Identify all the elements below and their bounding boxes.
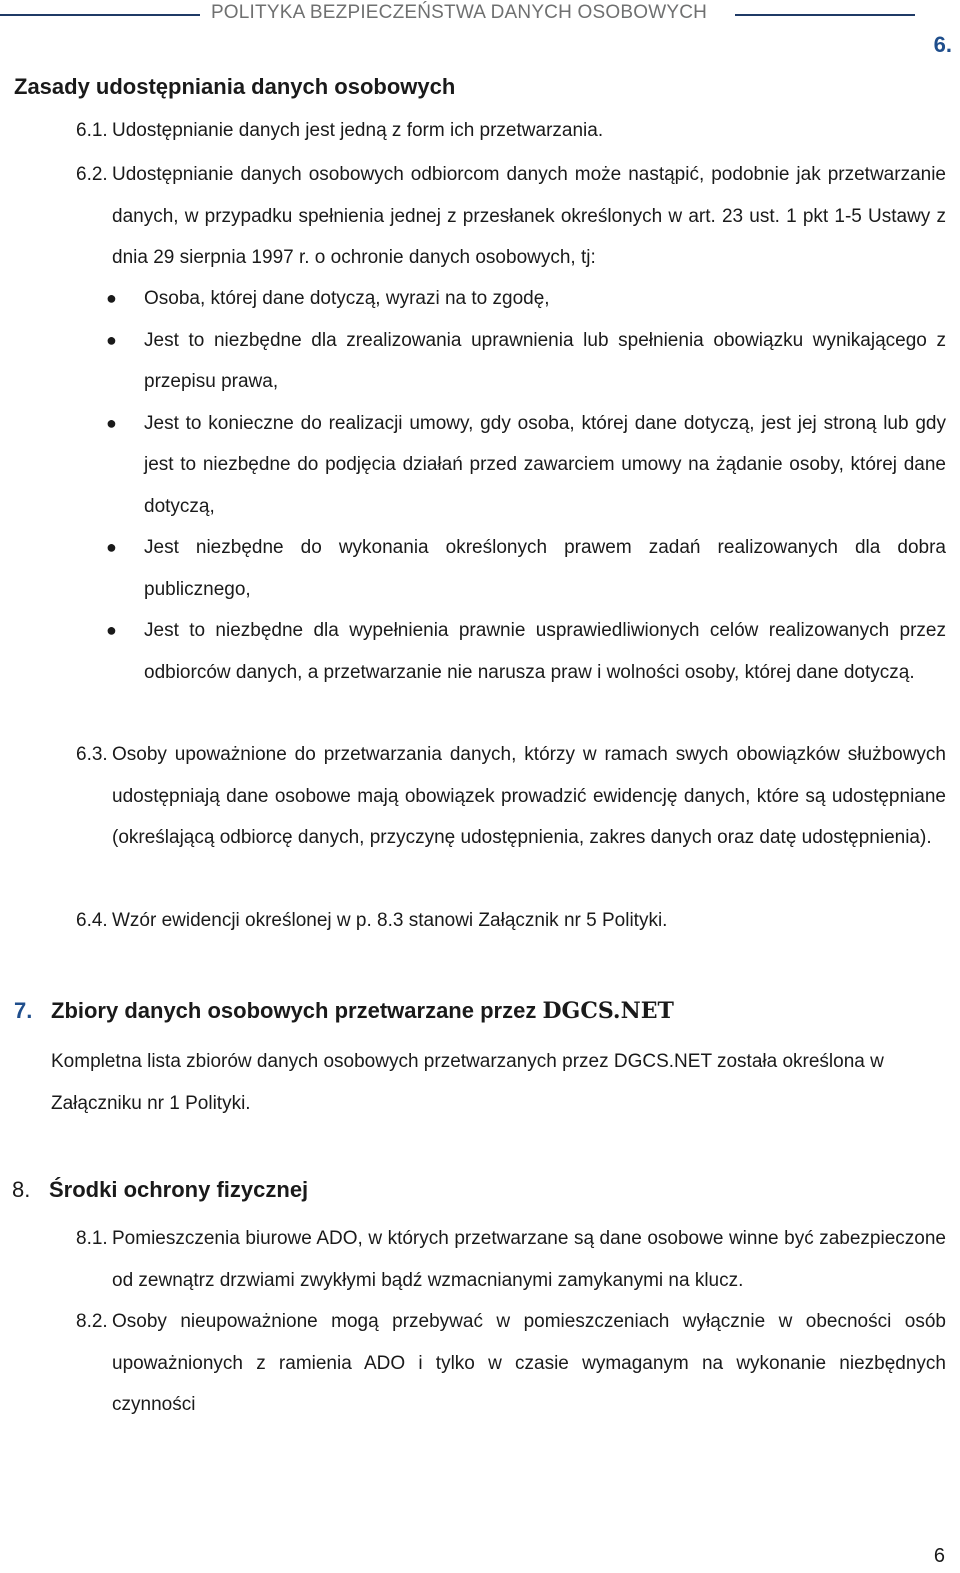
clause-text: Osoby nieupoważnione mogą przebywać w pomieszczeniach wyłącznie w obecności osób upoważnionych z ramienia ADO i tylko w czasie wymaganym na wykonanie niezbędnych czynności [112,1311,946,1415]
clause-6-3 [76,734,946,859]
clause-text: Osoby upoważnione do przetwarzania danych, którzy w ramach swych obowiązków służbowych udostępniają dane osobowe mają obowiązek prowadzić ewidencję danych, które są udostępniane (określającą odbiorcę danych, przyczynę udostępnienia, zakres danych oraz datę udostępnienia). [112,744,946,848]
clause-6-1 [76,110,946,152]
clause-number: 8.1. [76,1228,108,1249]
bullet-icon: ● [106,537,117,557]
chapter-number: 6. [933,32,952,57]
clause-number: 6.1. [76,120,108,141]
bullet-icon: ● [106,412,117,433]
section-number: 8. [12,1177,31,1202]
clause-text: Wzór ewidencji określonej w p. 8.3 stanowi Załącznik nr 5 Polityki. [112,910,668,931]
list-item [106,527,946,610]
section-7-title [14,998,674,1024]
clause-text: Udostępnianie danych osobowych odbiorcom danych może nastąpić, podobnie jak przetwarzanie danych, w przypadku spełnienia jednej z przesłanek określonych w art. 23 ust. 1 pkt 1-5 Ustawy z dnia 29 sierpnia 1997 r. o ochronie danych osobowych, tj: [112,164,946,268]
section-number: 7. [14,998,33,1023]
section-7-paragraph: Kompletna lista zbiorów danych osobowych przetwarzanych przez DGCS.NET została określona w Załączniku nr 1 Polityki. [51,1051,884,1114]
list-item-text: Osoba, której dane dotyczą, wyrazi na to zgodę, [144,288,550,309]
clause-6-4 [76,900,946,942]
clause-number: 6.3. [76,744,108,765]
list-item [106,403,946,528]
clause-8-2 [76,1301,946,1426]
clause-number: 8.2. [76,1311,108,1332]
list-item-text: Jest to konieczne do realizacji umowy, gdy osoba, której dane dotyczą, jest jej stroną lub gdy jest to niezbędne do podjęcia działań przed zawarciem umowy na żądanie osoby, której dane dotyczą, [144,412,946,517]
list-item-text: Jest to niezbędne dla zrealizowania uprawnienia lub spełnienia obowiązku wynikającego z przepisu prawa, [144,329,946,392]
list-item [106,320,946,403]
list-item-text: Jest to niezbędne dla wypełnienia prawnie usprawiedliwionych celów realizowanych przez odbiorców danych, a przetwarzanie nie narusza praw i wolności osoby, której dane dotyczą. [144,620,946,683]
bullet-icon: ● [106,288,117,308]
running-header-title: POLITYKA BEZPIECZEŃSTWA DANYCH OSOBOWYCH [210,2,708,23]
list-item [106,610,946,693]
list-item-text: Jest niezbędne do wykonania określonych prawem zadań realizowanych dla dobra publicznego, [144,537,946,600]
clause-number: 6.4. [76,910,108,931]
section-8-title [12,1177,308,1203]
section-6-title: Zasady udostępniania danych osobowych [14,74,456,99]
conditions-list [106,278,946,693]
bullet-icon: ● [106,329,117,350]
bullet-icon: ● [106,620,117,640]
clause-number: 6.2. [76,164,108,185]
clause-6-2 [76,154,946,279]
list-item [106,278,946,320]
section-title-brand: DGCS.NET [542,998,674,1024]
clause-8-1 [76,1218,946,1301]
section-title-text: Środki ochrony fizycznej [49,1177,309,1202]
clause-text: Udostępnianie danych jest jedną z form ich przetwarzania. [112,120,604,141]
section-title-text: Zbiory danych osobowych przetwarzane przez [51,998,537,1023]
page-number: 6 [933,1545,945,1567]
clause-text: Pomieszczenia biurowe ADO, w których przetwarzane są dane osobowe winne być zabezpieczone od zewnątrz drzwiami zwykłymi bądź wzmacnianymi zamykanymi na klucz. [112,1228,946,1291]
